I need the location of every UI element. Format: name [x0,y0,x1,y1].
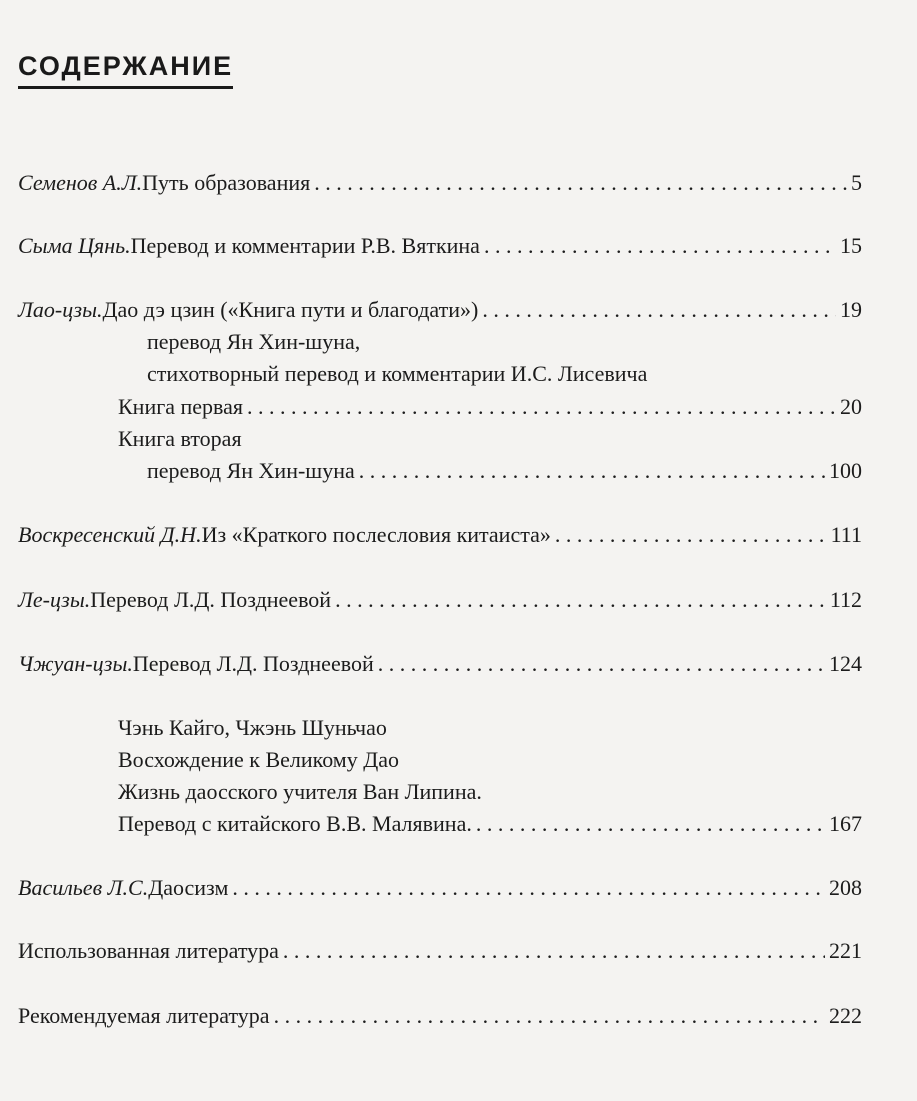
toc-entry-voskresensky [18,520,862,550]
toc-leader-dots [283,936,825,966]
toc-leader-dots [359,456,825,486]
toc-leader-dots [476,809,825,839]
toc-subline: Жизнь даосского учителя Ван Липина. [118,779,482,804]
toc-page-number: 15 [840,233,862,258]
toc-leader-dots [555,520,827,550]
toc-entry-book-two [147,456,862,486]
toc-title: перевод Ян Хин-шуна [147,458,355,483]
toc-entry-sima-qian [18,231,862,261]
toc-page-number: 20 [840,394,862,419]
toc-title: Из «Краткого послесловия китаиста» [201,522,551,547]
toc-title: Перевод с китайского В.В. Малявина. [118,811,472,836]
toc-entry-semenov [18,168,862,198]
toc-author: Лао-цзы. [18,297,103,322]
toc-author: Семенов А.Л. [18,170,143,195]
toc-leader-dots [335,585,826,615]
toc-title: Дао дэ цзин («Книга пути и благодати») [102,297,479,322]
toc-title: Даосизм [148,875,229,900]
toc-page-number: 5 [851,170,862,195]
toc-entry-book-one [118,392,862,422]
toc-author: Ле-цзы. [18,587,91,612]
toc-page-number: 124 [829,651,862,676]
toc-page-number: 221 [829,938,862,963]
toc-page-number: 112 [829,587,862,612]
toc-title: Книга первая [118,394,244,419]
toc-leader-dots [232,873,825,903]
toc-title: Перевод и комментарии Р.В. Вяткина [130,233,480,258]
toc-page-number: 100 [829,458,862,483]
toc-author: Сыма Цянь. [18,233,131,258]
toc-title: Перевод Л.Д. Позднеевой [132,651,374,676]
toc-entry-zhuangzi [18,649,862,679]
toc-entry-recommended-literature [18,1001,862,1031]
toc-leader-dots [314,168,847,198]
toc-leader-dots [247,392,836,422]
toc-leader-dots [274,1001,825,1031]
page-title: СОДЕРЖАНИЕ [18,48,233,89]
toc-subline: Восхождение к Великому Дао [118,747,400,772]
toc-page-number: 19 [840,297,862,322]
toc-title: Рекомендуемая литература [18,1003,270,1028]
toc-subline: перевод Ян Хин-шуна, [147,329,361,354]
toc-entry-laozi [18,295,862,325]
toc-title: Путь образования [142,170,311,195]
toc-title: Использованная литература [18,938,279,963]
toc-entry-chen-kaiguo [118,809,862,839]
toc-page-number: 167 [829,811,862,836]
toc-leader-dots [482,295,836,325]
toc-subline: Книга вторая [118,426,242,451]
toc-author: Воскресенский Д.Н. [18,522,202,547]
toc-leader-dots [378,649,825,679]
toc-entry-vasiliev [18,873,862,903]
toc-leader-dots [484,231,836,261]
toc-title: Перевод Л.Д. Позднеевой [90,587,332,612]
toc-entry-used-literature [18,936,862,966]
toc-page-number: 111 [830,522,862,547]
toc-page-number: 222 [829,1003,862,1028]
toc-subline: Чэнь Кайго, Чжэнь Шуньчао [118,715,387,740]
toc-subline: стихотворный перевод и комментарии И.С. Лисевича [147,361,648,386]
toc-author: Васильев Л.С. [18,875,149,900]
toc-entry-liezi [18,585,862,615]
toc-page-number: 208 [829,875,862,900]
toc-author: Чжуан-цзы. [18,651,133,676]
